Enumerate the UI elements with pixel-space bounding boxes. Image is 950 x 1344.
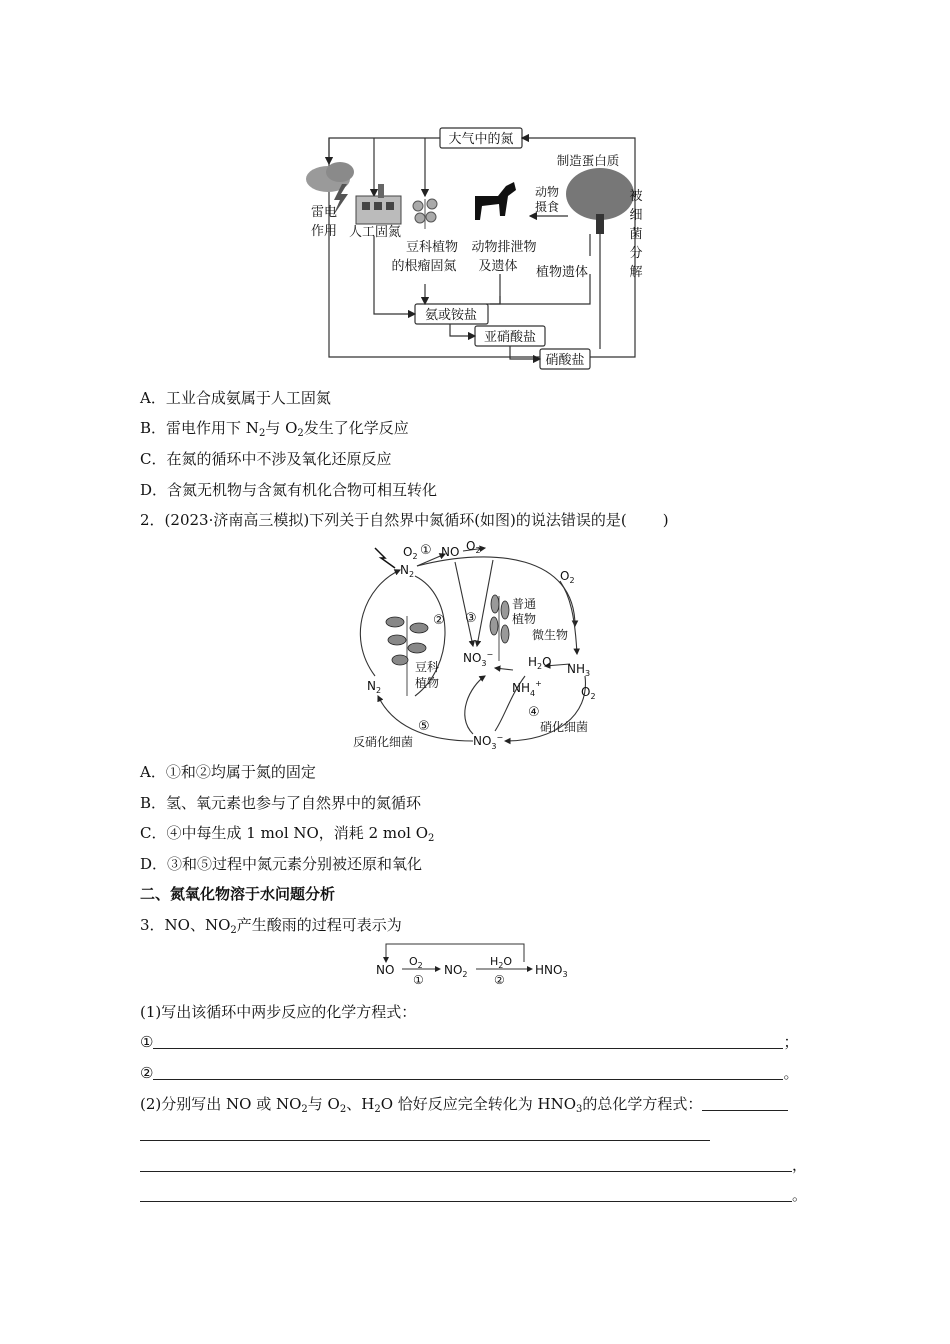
section-2-title: 二、氮氧化物溶于水问题分析 [140, 885, 336, 903]
no3-bottom-label: $NO_3^-$ [473, 733, 504, 751]
denitrifying-bacteria-label: 反硝化细菌 [353, 735, 414, 749]
n2-bottom-label: $N_2$ [367, 679, 382, 695]
q3-part2-prompt [140, 1094, 788, 1120]
bacteria-label-5: 解 [629, 265, 643, 280]
subscript: 2 [297, 428, 304, 439]
subscript: 2 [428, 833, 435, 844]
question-text: 产生酸雨的过程可表示为 [236, 916, 402, 934]
option-text: 与 O [265, 419, 298, 437]
option-text: ①和②均属于氮的固定 [165, 763, 316, 781]
subscript: 2 [230, 925, 237, 936]
option-text: 含氮无机物与含氮有机化合物可相互转化 [167, 481, 438, 499]
bacteria-label-4: 分 [629, 246, 643, 261]
horse-icon [475, 182, 516, 220]
nh3-label: $NH_3$ [567, 662, 591, 678]
nitrogen-cycle-diagram-1 [300, 124, 645, 372]
q3-part1-prompt: (1)写出该循环中两步反应的化学方程式： [140, 1003, 417, 1021]
step-4-label: ④ [528, 705, 540, 720]
q3-part1-answer-2 [140, 1063, 798, 1083]
question-text: O 恰好反应完全转化为 HNO [380, 1095, 577, 1113]
question-text: 、H [346, 1095, 375, 1113]
nitrogen-cycle-diagram-2 [345, 536, 605, 752]
answer-blank[interactable] [140, 1187, 792, 1202]
animal-eat-label-1: 动物 [534, 185, 560, 199]
artificial-fixation-label: 人工固氮 [348, 225, 402, 240]
q1-option-b [140, 418, 409, 444]
subscript: 2 [339, 1104, 347, 1115]
o2-top2-label: $O_2$ [466, 539, 481, 555]
option-text: ④中每生成 1 mol NO，消耗 2 mol O [166, 824, 429, 842]
option-text: 发生了化学反应 [303, 419, 409, 437]
circle-number: ① [140, 1033, 154, 1051]
animal-excrete-label-2: 及遗体 [478, 259, 518, 274]
h2o-label: $H_2O$ [528, 655, 552, 671]
option-text: ③和⑤过程中氮元素分别被还原和氧化 [167, 855, 423, 873]
scheme-no: NO [376, 963, 395, 977]
option-letter: D． [140, 855, 168, 873]
question-number: 3． [140, 916, 165, 934]
step-5-label: ⑤ [418, 719, 430, 734]
plant-remains-label: 植物遗体 [535, 265, 589, 280]
o2-top-label: $O_2$ [403, 545, 418, 561]
nh4-label: $NH_4^+$ [512, 679, 542, 698]
option-letter: B． [140, 419, 167, 437]
punctuation: ； [783, 1033, 799, 1051]
legume-label-2: 的根瘤固氮 [391, 259, 457, 274]
q3-part2-line-1 [140, 1124, 710, 1144]
q3-part2-line-2 [140, 1155, 807, 1175]
nitrate-label: 硝酸盐 [545, 353, 585, 368]
step-3-label: ③ [465, 611, 477, 626]
ammonia-label: 氨或铵盐 [424, 308, 478, 323]
answer-blank[interactable] [153, 1034, 783, 1049]
q2-stem [140, 510, 669, 530]
q1-option-c [140, 449, 392, 469]
q2-option-b [140, 793, 421, 813]
question-text: NO、NO [164, 916, 231, 934]
tree-icon [566, 168, 634, 234]
q1-option-d [140, 480, 437, 500]
o2-lower-label: $O_2$ [581, 685, 596, 701]
legume-plant-icon [413, 199, 437, 229]
bacteria-label-1: 被 [629, 189, 643, 204]
scheme-no2: $NO_2$ [444, 963, 468, 979]
punctuation: 。 [792, 1186, 808, 1204]
bacteria-label-2: 细 [629, 208, 643, 223]
step-2-label: ② [433, 613, 445, 628]
step-1-label: ① [420, 543, 432, 558]
lightning-label-2: 作用 [310, 224, 338, 239]
q3-part1-answer-1 [140, 1032, 798, 1052]
no3-mid-label: $NO_3^-$ [463, 650, 494, 668]
punctuation: ， [792, 1156, 808, 1174]
animal-excrete-label-1: 动物排泄物 [471, 240, 537, 255]
answer-blank[interactable] [702, 1096, 788, 1111]
scheme-hno3: $HNO_3$ [535, 963, 568, 979]
question-source: (2023·济南高三模拟) [164, 511, 310, 529]
answer-blank[interactable] [140, 1126, 710, 1141]
question-text: 与 O [307, 1095, 340, 1113]
q3-stem [140, 915, 402, 941]
question-text: 下列关于自然界中氮循环(如图)的说法错误的是( [309, 511, 627, 529]
lightning-label-1: 雷电 [310, 205, 338, 220]
answer-blank[interactable] [153, 1065, 783, 1080]
question-text: 的总化学方程式： [582, 1095, 703, 1113]
option-letter: C． [140, 450, 167, 468]
legume-label-1: 豆科 [415, 660, 440, 674]
option-letter: D． [140, 481, 168, 499]
answer-blank[interactable] [140, 1157, 792, 1172]
microbe-label: 微生物 [532, 628, 569, 642]
nitrifying-bacteria-label: 硝化细菌 [540, 720, 589, 734]
animal-eat-label-2: 摄食 [534, 200, 560, 214]
bacteria-label-3: 菌 [629, 227, 643, 242]
legume-label-1: 豆科植物 [405, 240, 459, 255]
lightning-icon [375, 548, 395, 568]
subscript: 3 [576, 1104, 583, 1115]
subscript: 2 [258, 428, 266, 439]
option-letter: B． [140, 794, 167, 812]
q1-option-a [140, 388, 331, 408]
common-plant-label-2: 植物 [512, 612, 537, 626]
option-text: 雷电作用下 N [166, 419, 259, 437]
option-text: 工业合成氨属于人工固氮 [165, 389, 331, 407]
option-text: 氢、氧元素也参与了自然界中的氮循环 [166, 794, 422, 812]
nitrite-label: 亚硝酸盐 [483, 330, 537, 345]
q2-option-d [140, 854, 422, 874]
common-plant-label-1: 普通 [512, 597, 537, 611]
legume-label-2: 植物 [415, 676, 440, 690]
punctuation: 。 [783, 1064, 799, 1082]
scheme-step-2: ② [494, 973, 505, 987]
make-protein-label: 制造蛋白质 [556, 153, 620, 168]
o2-right-label: $O_2$ [560, 569, 575, 585]
answer-paren-close: ) [662, 511, 669, 529]
question-number: 2． [140, 511, 165, 529]
no-label: NO [441, 545, 460, 559]
atmosphere-label: 大气中的氮 [448, 132, 514, 147]
q3-part2-line-3 [140, 1185, 807, 1205]
reaction-scheme [372, 940, 582, 988]
subscript: 2 [374, 1104, 381, 1115]
scheme-h2o: $H_2O$ [490, 955, 513, 970]
q2-option-a [140, 762, 316, 782]
option-text: 在氮的循环中不涉及氧化还原反应 [166, 450, 392, 468]
factory-icon [356, 184, 401, 224]
option-letter: A． [140, 389, 166, 407]
scheme-step-1: ① [413, 973, 424, 987]
question-text: (2)分别写出 NO 或 NO [140, 1095, 302, 1113]
q2-option-c [140, 823, 434, 849]
scheme-o2: $O_2$ [409, 955, 423, 970]
circle-number: ② [140, 1064, 154, 1082]
option-letter: A． [140, 763, 166, 781]
option-letter: C． [140, 824, 167, 842]
subscript: 2 [301, 1104, 308, 1115]
n2-top-label: $N_2$ [400, 563, 415, 579]
